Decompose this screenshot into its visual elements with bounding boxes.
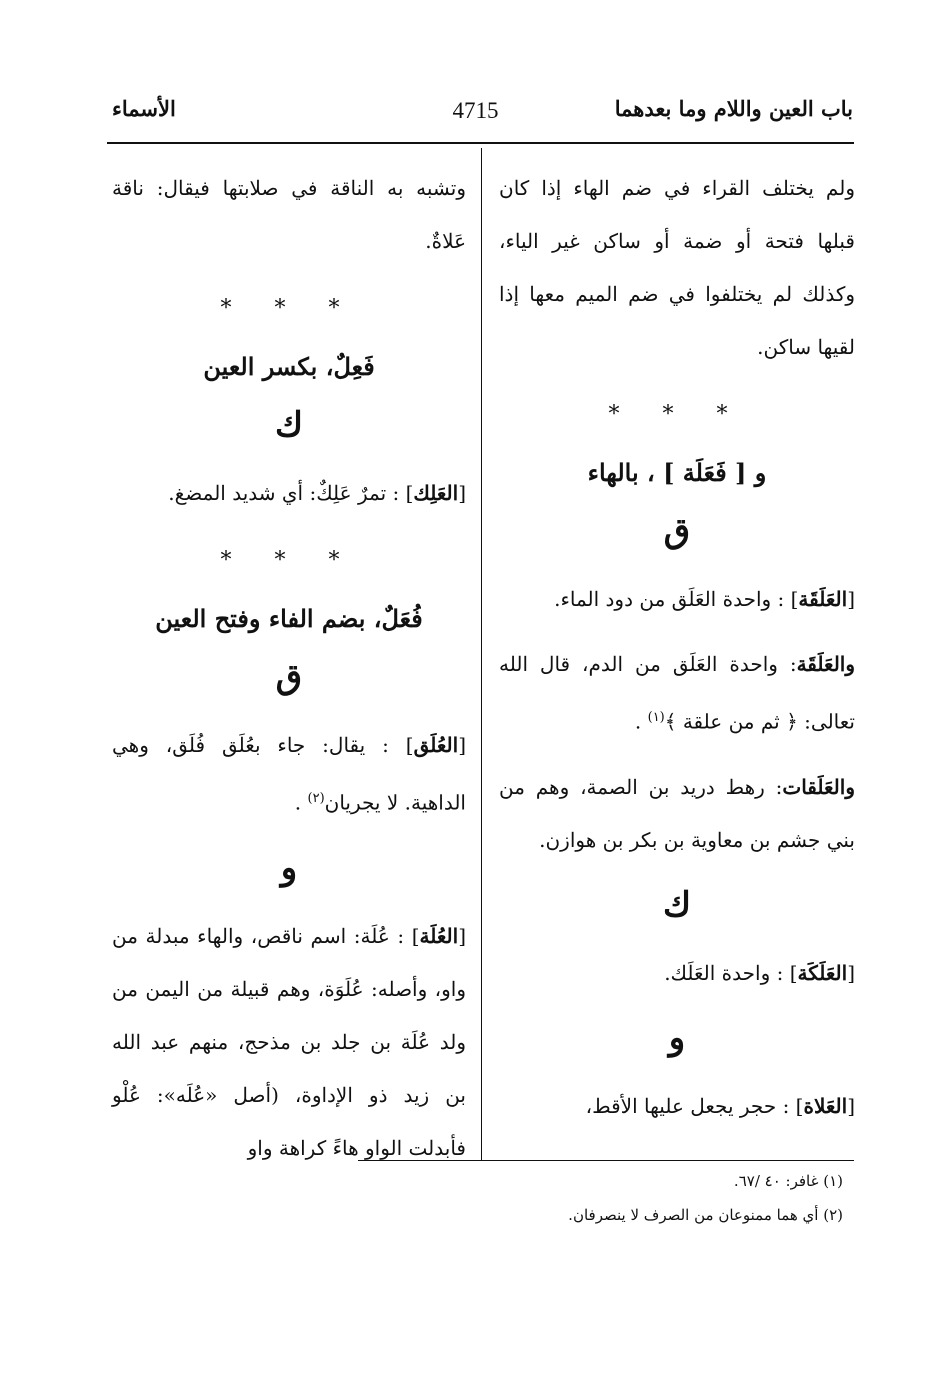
bracket-close: ] : bbox=[382, 733, 414, 757]
entry-text: واحدة العَلَك. bbox=[664, 960, 771, 985]
letter-heading-qaf: ق bbox=[663, 511, 691, 551]
running-header-chapter: باب العين واللام وما بعدهما bbox=[614, 96, 853, 121]
letter-heading-kaf: ك bbox=[662, 884, 692, 925]
paragraph: وتشبه به الناقة في صلابتها فيقال: ناقة عَلاةٌ. bbox=[112, 176, 466, 253]
entry-text: حجر يجعل عليها الأقط، bbox=[585, 1093, 777, 1118]
footnote-ref: (١) bbox=[647, 710, 665, 725]
letter-heading-waw: و bbox=[668, 1017, 686, 1058]
page-number: 4715 bbox=[452, 98, 499, 123]
running-header-section: الأسماء bbox=[112, 96, 176, 121]
section-stars: * * * bbox=[220, 548, 358, 573]
left-column bbox=[112, 162, 466, 1175]
bracket-close: ] : bbox=[397, 923, 420, 948]
dictionary-entry bbox=[112, 719, 466, 830]
paragraph: ولم يختلف القراء في ضم الهاء إذا كان قبلها فتحة أو ضمة أو ساكن غير الياء، وكذلك لم يختلفوا في ضم الميم معها إذا لقيها ساكن. bbox=[499, 176, 855, 359]
letter-heading-qaf: ق bbox=[275, 657, 303, 697]
entry-text: واحدة العَلَق من دود الماء. bbox=[554, 587, 772, 611]
section-heading: فَعِلٌ، بكسر العين bbox=[203, 352, 375, 381]
column-divider bbox=[481, 148, 482, 1160]
section-stars: * * * bbox=[608, 402, 746, 427]
bracket-open: [ bbox=[847, 960, 855, 985]
bracket-close: ] : bbox=[782, 1093, 804, 1118]
entry-end: . bbox=[294, 790, 302, 815]
entry-term: العُلَة bbox=[419, 923, 459, 948]
entry-term: والعَلَقَة bbox=[796, 652, 855, 676]
section-heading: و [ فَعَلَة ] ، بالهاء bbox=[587, 458, 767, 487]
entry-text: : رهط دريد بن الصمة، وهم من بني جشم بن معاوية بن بكر بن هوازن. bbox=[499, 774, 855, 852]
bracket-open: [ bbox=[458, 733, 467, 757]
header-rule bbox=[107, 142, 854, 144]
entry-term: العَلاة bbox=[803, 1093, 848, 1118]
entry-term: العَلَكَة bbox=[797, 960, 848, 985]
footnote-ref: (٢) bbox=[307, 791, 325, 806]
entry-term: العَلَقَة bbox=[798, 587, 848, 611]
entry-text: : واحدة العَلَق من الدم، قال الله تعالى: ﴿ ثم من علقة ﴾ bbox=[499, 652, 855, 734]
section-heading: فُعَلٌ، بضم الفاء وفتح العين bbox=[155, 604, 423, 633]
bracket-open: [ bbox=[458, 481, 466, 505]
bracket-open: [ bbox=[458, 923, 466, 948]
entry-term: العُلَق bbox=[413, 733, 459, 757]
right-column bbox=[499, 162, 855, 1133]
footnote: (٢) أي هما ممنوعان من الصرف لا ينصرفان. bbox=[568, 1206, 843, 1224]
entry-term: والعَلَقات bbox=[782, 774, 855, 799]
footnote-rule bbox=[358, 1160, 854, 1161]
entry-end: . bbox=[634, 709, 642, 734]
entry-term: العَلِك bbox=[413, 481, 459, 505]
footnote: (١) غافر: ٤٠ /٦٧. bbox=[733, 1172, 843, 1190]
dictionary-entry bbox=[499, 573, 855, 626]
dictionary-entry bbox=[112, 467, 466, 520]
entry-text: يقال: جاء بعُلَق فُلَق، وهي الداهية. لا يجريان bbox=[112, 733, 466, 815]
letter-heading-waw: و bbox=[280, 847, 298, 888]
entry-text: تمرٌ عَلِكٌ: أي شديد المضغ. bbox=[168, 481, 387, 505]
section-stars: * * * bbox=[220, 296, 358, 321]
bracket-close: ] : bbox=[776, 960, 798, 985]
bracket-open: [ bbox=[847, 587, 855, 611]
dictionary-entry bbox=[499, 947, 855, 1000]
dictionary-entry bbox=[112, 910, 466, 1175]
dictionary-entry bbox=[499, 1080, 855, 1133]
entry-text: عُلَة: اسم ناقص، والهاء مبدلة من واو، وأصله: عُلَوَة، وهم قبيلة من اليمن من ولد عُلَة بن جلد بن مذحج، منهم عبد الله بن زيد ذو الإداوة، (أصل «عُلَه»: عُلْو فأبدلت الواو هاءً كراهة واو bbox=[112, 923, 466, 1160]
dictionary-entry bbox=[499, 638, 855, 749]
bracket-close: ] : bbox=[777, 587, 799, 611]
bracket-open: [ bbox=[847, 1093, 855, 1118]
bracket-close: ] : bbox=[392, 481, 414, 505]
letter-heading-kaf: ك bbox=[274, 405, 304, 445]
dictionary-entry bbox=[499, 761, 855, 867]
